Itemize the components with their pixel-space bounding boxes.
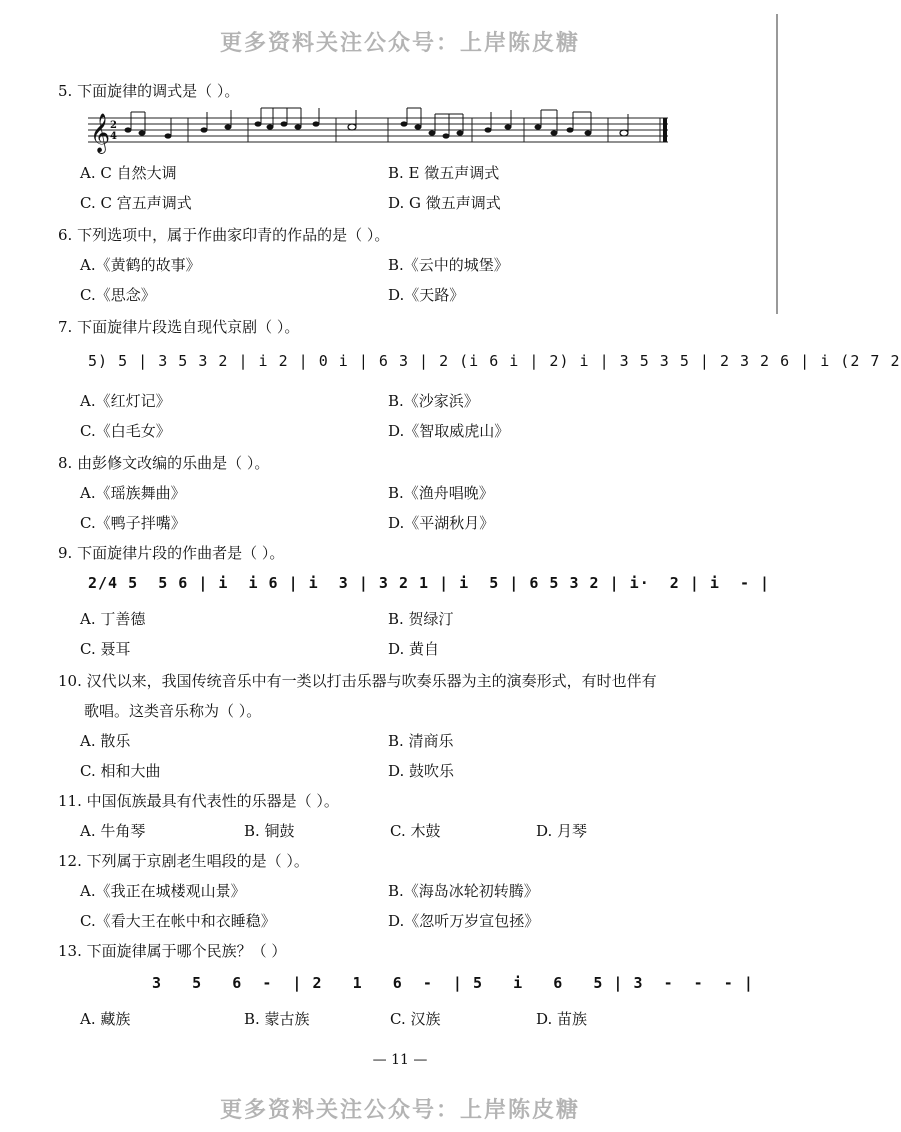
- question-9: 9. 下面旋律片段的作曲者是（ ）。: [58, 544, 285, 562]
- question-10: 10. 汉代以来，我国传统音乐中有一类以打击乐器与吹奏乐器为主的演奏形式，有时也伴有: [58, 672, 657, 690]
- jianpu-notation-13: 3 5 6 - | 2 1 6 - | 5 i 6 5 | 3 - - - |: [152, 974, 754, 992]
- option-12d[interactable]: D.《忽听万岁宣包拯》: [388, 912, 540, 930]
- option-5d[interactable]: D. G 徵五声调式: [388, 194, 501, 212]
- option-10d[interactable]: D. 鼓吹乐: [388, 762, 455, 780]
- question-5: 5. 下面旋律的调式是（ ）。: [58, 82, 240, 100]
- option-12c[interactable]: C.《看大王在帐中和衣睡稳》: [80, 912, 276, 930]
- option-13b[interactable]: B. 蒙古族: [244, 1010, 310, 1028]
- option-8a[interactable]: A.《瑶族舞曲》: [80, 484, 186, 502]
- svg-text:4: 4: [110, 131, 117, 142]
- option-10a[interactable]: A. 散乐: [80, 732, 131, 750]
- option-10c[interactable]: C. 相和大曲: [80, 762, 161, 780]
- option-11d[interactable]: D. 月琴: [536, 822, 588, 840]
- option-6b[interactable]: B.《云中的城堡》: [388, 256, 509, 274]
- watermark-top: 更多资料关注公众号：上岸陈皮糖: [219, 31, 580, 56]
- option-6a[interactable]: A.《黄鹤的故事》: [80, 256, 201, 274]
- option-13c[interactable]: C. 汉族: [390, 1010, 441, 1028]
- option-5b[interactable]: B. E 徵五声调式: [388, 164, 500, 182]
- option-5c[interactable]: C. C 宫五声调式: [80, 194, 192, 212]
- option-10b[interactable]: B. 清商乐: [388, 732, 454, 750]
- option-8b[interactable]: B.《渔舟唱晚》: [388, 484, 494, 502]
- option-5a[interactable]: A. C 自然大调: [80, 164, 177, 182]
- question-10-line2: 歌唱。这类音乐称为（ ）。: [84, 702, 262, 720]
- option-8c[interactable]: C.《鸭子拌嘴》: [80, 514, 186, 532]
- jianpu-notation-7: 5) 5 | 3 5 3 2 | i 2 | 0 i | 6 3 | 2 (i 6 i | 2) i | 3 5 3 5 | 2 3 2 6 | i (2 7 2: [88, 352, 901, 370]
- option-7a[interactable]: A.《红灯记》: [80, 392, 171, 410]
- option-9a[interactable]: A. 丁善德: [80, 610, 146, 628]
- option-13d[interactable]: D. 苗族: [536, 1010, 588, 1028]
- question-8: 8. 由彭修文改编的乐曲是（ ）。: [58, 454, 270, 472]
- option-12b[interactable]: B.《海岛冰轮初转腾》: [388, 882, 539, 900]
- option-13a[interactable]: A. 藏族: [80, 1010, 131, 1028]
- option-8d[interactable]: D.《平湖秋月》: [388, 514, 495, 532]
- option-7d[interactable]: D.《智取威虎山》: [388, 422, 510, 440]
- option-12a[interactable]: A.《我正在城楼观山景》: [80, 882, 246, 900]
- option-11c[interactable]: C. 木鼓: [390, 822, 441, 840]
- staff-notation: [88, 106, 670, 152]
- option-7c[interactable]: C.《白毛女》: [80, 422, 171, 440]
- jianpu-notation-9: 2/4 5 5 6 | i i 6 | i 3 | 3 2 1 | i 5 | 6 5 3 2 | i· 2 | i - |: [88, 574, 771, 592]
- question-11: 11. 中国佤族最具有代表性的乐器是（ ）。: [58, 792, 339, 810]
- question-7: 7. 下面旋律片段选自现代京剧（ ）。: [58, 318, 300, 336]
- question-6: 6. 下列选项中，属于作曲家印青的作品的是（ ）。: [58, 226, 390, 244]
- option-9d[interactable]: D. 黄自: [388, 640, 440, 658]
- page-number: — 11 —: [372, 1052, 428, 1068]
- svg-text:2: 2: [110, 120, 117, 131]
- option-9c[interactable]: C. 聂耳: [80, 640, 131, 658]
- watermark-bottom: 更多资料关注公众号：上岸陈皮糖: [219, 1098, 580, 1123]
- option-11a[interactable]: A. 牛角琴: [80, 822, 146, 840]
- option-6c[interactable]: C.《思念》: [80, 286, 156, 304]
- question-12: 12. 下列属于京剧老生唱段的是（ ）。: [58, 852, 309, 870]
- svg-text:𝄞: 𝄞: [90, 113, 111, 153]
- question-13: 13. 下面旋律属于哪个民族？（ ）: [58, 942, 287, 960]
- option-9b[interactable]: B. 贺绿汀: [388, 610, 454, 628]
- option-7b[interactable]: B.《沙家浜》: [388, 392, 479, 410]
- scan-edge-mark: [776, 14, 778, 314]
- option-6d[interactable]: D.《天路》: [388, 286, 465, 304]
- option-11b[interactable]: B. 铜鼓: [244, 822, 295, 840]
